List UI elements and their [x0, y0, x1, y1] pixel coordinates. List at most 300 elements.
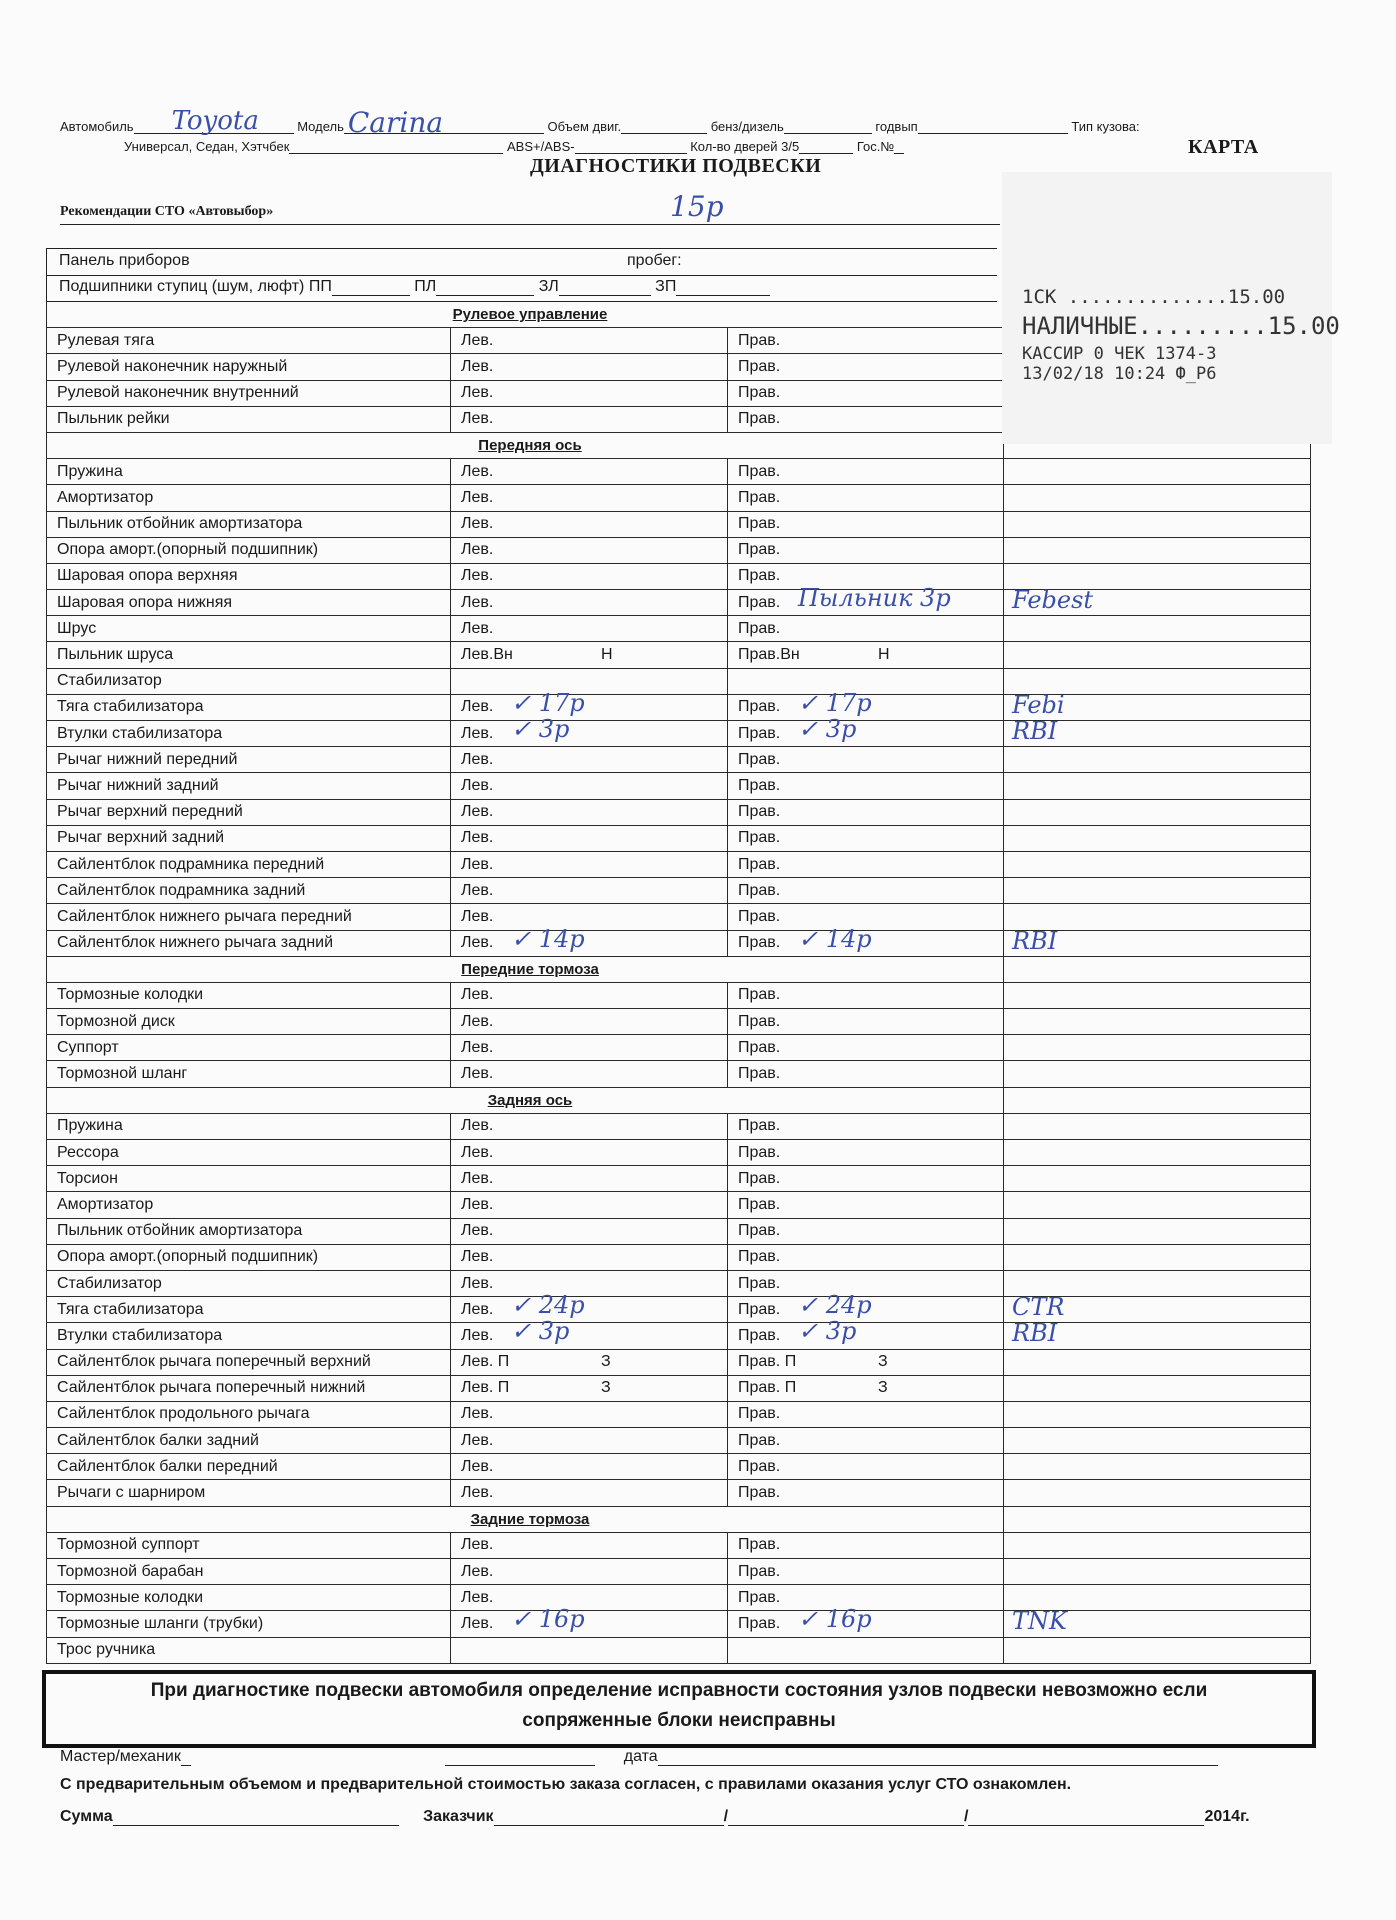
handwritten-right: ✓ 3р — [798, 715, 857, 743]
part-name: Тормозной диск — [47, 1009, 451, 1035]
left-cell — [451, 537, 728, 563]
right-cell — [728, 1009, 1004, 1035]
notes-cell — [1004, 586, 1311, 616]
notes-cell — [1004, 1009, 1311, 1035]
notice-line-1: При диагностике подвески автомобиля определение исправности состояния узлов подвески невозможно если — [150, 1680, 1208, 1701]
part-name: Рулевой наконечник внутренний — [47, 380, 451, 406]
notes-cell — [1004, 1113, 1311, 1139]
notes-cell — [1004, 1375, 1311, 1401]
part-name: Опора аморт.(опорный подшипник) — [47, 537, 451, 563]
right-cell — [728, 688, 1004, 720]
right-label: Прав. — [738, 331, 781, 349]
left-label: Лев. — [461, 750, 494, 768]
notes-cell — [1004, 537, 1311, 563]
table-row — [47, 1035, 1311, 1061]
right-label: Прав. — [738, 488, 781, 506]
right-cell — [728, 1113, 1004, 1139]
right-label: Прав. — [738, 1012, 781, 1030]
panel-row — [46, 248, 997, 276]
left-cell — [451, 1061, 728, 1087]
year-text: 2014г. — [1204, 1808, 1250, 1825]
right-label: Прав. — [738, 1326, 781, 1344]
left-label: Лев. — [461, 855, 494, 873]
right-label: Прав. — [738, 724, 781, 742]
left-label: Лев. — [461, 1038, 494, 1056]
notes-cell — [1004, 825, 1311, 851]
right-cell — [728, 406, 1004, 432]
part-name: Суппорт — [47, 1035, 451, 1061]
table-row — [47, 1532, 1311, 1558]
header-line-1 — [60, 106, 1140, 139]
table-row — [47, 563, 1311, 589]
model-label: Модель — [297, 119, 344, 134]
left-cell — [451, 511, 728, 537]
section-title: Рулевое управление — [47, 302, 1004, 328]
right-label: Прав. — [738, 776, 781, 794]
notes-cell — [1004, 1244, 1311, 1270]
table-row — [47, 459, 1311, 485]
right-cell — [728, 328, 1004, 354]
table-row — [47, 1323, 1311, 1349]
notice-line-2: сопряженные блоки неисправны — [522, 1710, 836, 1731]
part-name: Тяга стабилизатора — [47, 694, 451, 720]
left-cell — [451, 328, 728, 354]
handwritten-right: ✓ 14р — [798, 924, 872, 953]
left-cell — [451, 1637, 728, 1663]
left-cell — [451, 904, 728, 930]
section-header — [47, 956, 1311, 982]
left-label: Лев. — [461, 1536, 494, 1554]
notes-cell — [1004, 878, 1311, 904]
notes-cell — [1004, 717, 1311, 747]
left-label: Лев.Вн — [461, 646, 513, 664]
recommend-row — [60, 190, 1000, 225]
notes-cell — [1004, 1454, 1311, 1480]
left-label: Лев. — [461, 1065, 494, 1083]
right-cell — [728, 747, 1004, 773]
table-row — [47, 1585, 1311, 1611]
right-label: Прав. — [738, 1117, 781, 1135]
left-label: Лев. — [461, 1195, 494, 1213]
notes-cell — [1004, 956, 1311, 982]
left-label: Лев. — [461, 829, 494, 847]
bearings-row — [46, 275, 997, 302]
section-title: Задняя ось — [47, 1087, 1004, 1113]
part-name: Рычаг нижний задний — [47, 773, 451, 799]
table-row — [47, 1166, 1311, 1192]
part-name: Тормозные колодки — [47, 982, 451, 1008]
part-name: Пружина — [47, 1113, 451, 1139]
left-label: Лев. — [461, 1588, 494, 1606]
right-cell — [728, 1192, 1004, 1218]
table-row — [47, 982, 1311, 1008]
table-row — [47, 1244, 1311, 1270]
left-label: Лев. — [461, 567, 494, 585]
left-cell — [451, 1375, 728, 1401]
right-label: Прав. — [738, 1562, 781, 1580]
left-cell — [451, 406, 728, 432]
table-row — [47, 485, 1311, 511]
right-label: Прав. — [738, 1300, 781, 1318]
right-cell — [728, 1035, 1004, 1061]
left-cell — [451, 354, 728, 380]
left-cell — [451, 1532, 728, 1558]
left-cell — [451, 1113, 728, 1139]
right-cell — [728, 878, 1004, 904]
master-label: Мастер/механик — [60, 1748, 181, 1765]
zp-label: ЗП — [655, 278, 677, 295]
right-label: Прав. П — [738, 1353, 797, 1371]
part-name: Тяга стабилизатора — [47, 1297, 451, 1323]
left-cell — [451, 668, 728, 694]
table-row — [47, 904, 1311, 930]
page-title: ДИАГНОСТИКИ ПОДВЕСКИ — [530, 155, 822, 177]
right-label: Прав. — [738, 1536, 781, 1554]
table-row — [47, 642, 1311, 668]
table-row — [47, 1611, 1311, 1637]
section-title: Задние тормоза — [47, 1506, 1004, 1532]
handwritten-brand: TNK — [1012, 1607, 1067, 1636]
zl-label: ЗЛ — [538, 278, 559, 295]
doors-label: Кол-во дверей 3/5 — [690, 139, 800, 154]
notes-cell — [1004, 1506, 1311, 1532]
handwritten-left: ✓ 24р — [511, 1291, 585, 1320]
right-cell — [728, 537, 1004, 563]
left-label: Лев. — [461, 724, 494, 742]
engine-label: Объем двиг. — [547, 119, 622, 134]
left-label: Лев. — [461, 803, 494, 821]
notes-cell — [1004, 851, 1311, 877]
sign-row: Сумма Заказчик / / 2014г. — [60, 1808, 1250, 1825]
handwritten-left: ✓ 3р — [511, 715, 570, 743]
right-label: Прав. — [738, 593, 781, 611]
part-name: Торсион — [47, 1166, 451, 1192]
right-cell — [728, 616, 1004, 642]
left-cell — [451, 1218, 728, 1244]
table-row — [47, 1349, 1311, 1375]
left-label: Лев. — [461, 331, 494, 349]
left-label: Лев. — [461, 1248, 494, 1266]
right-cell — [728, 1454, 1004, 1480]
table-row — [47, 1113, 1311, 1139]
right-label: Прав. — [738, 1457, 781, 1475]
right-label: Прав. — [738, 986, 781, 1004]
left-cell — [451, 799, 728, 825]
right-label: Прав. — [738, 1274, 781, 1292]
right-label: Прав. — [738, 1065, 781, 1083]
left-cell — [451, 1317, 728, 1349]
model-field — [344, 106, 544, 139]
table-row — [47, 1454, 1311, 1480]
left-label: Лев. — [461, 1326, 494, 1344]
table-row — [47, 878, 1311, 904]
left-label: Лев. — [461, 698, 494, 716]
date-label: дата — [623, 1748, 658, 1765]
right-cell — [728, 1218, 1004, 1244]
right-cell — [728, 1349, 1004, 1375]
left-cell — [451, 642, 728, 668]
notes-cell — [1004, 1087, 1311, 1113]
left-label: Лев. — [461, 1300, 494, 1318]
left-cell — [451, 1585, 728, 1611]
bearings-label: Подшипники ступиц (шум, люфт) — [59, 278, 305, 295]
left-cell — [451, 1270, 728, 1296]
notes-cell — [1004, 747, 1311, 773]
auto-value: Toyota — [171, 106, 259, 136]
notice-box — [42, 1670, 1316, 1748]
table-row — [47, 851, 1311, 877]
left-label: Лев. — [461, 593, 494, 611]
left-cell — [451, 851, 728, 877]
plate-label: Гос.№ — [856, 139, 895, 154]
right-label: Прав. — [738, 1038, 781, 1056]
right-extra: Н — [878, 646, 890, 664]
panel-label: Панель приборов — [59, 252, 190, 269]
notes-cell — [1004, 459, 1311, 485]
right-cell — [728, 1375, 1004, 1401]
part-name: Втулки стабилизатора — [47, 1323, 451, 1349]
right-label: Прав. — [738, 1222, 781, 1240]
handwritten-brand: Febi — [1012, 690, 1065, 719]
handwritten-left: ✓ 17р — [511, 688, 585, 717]
section-title: Передние тормоза — [47, 956, 1004, 982]
recommend-label: Рекомендации СТО «Автовыбор» — [60, 204, 274, 219]
left-cell — [451, 1192, 728, 1218]
right-extra: З — [878, 1353, 888, 1371]
body-types: Универсал, Седан, Хэтчбек — [124, 139, 290, 154]
part-name: Тормозной барабан — [47, 1559, 451, 1585]
part-name: Сайлентблок нижнего рычага передний — [47, 904, 451, 930]
right-label: Прав. — [738, 934, 781, 952]
left-cell — [451, 1480, 728, 1506]
master-row — [60, 1748, 1218, 1766]
table-row — [47, 1559, 1311, 1585]
right-label: Прав. — [738, 1195, 781, 1213]
right-cell — [728, 511, 1004, 537]
left-cell — [451, 878, 728, 904]
part-name: Пыльник шруса — [47, 642, 451, 668]
part-name: Рулевая тяга — [47, 328, 451, 354]
part-name: Стабилизатор — [47, 1270, 451, 1296]
right-label: Прав. — [738, 1484, 781, 1502]
table-row — [47, 1297, 1311, 1323]
right-cell — [728, 1605, 1004, 1637]
notes-cell — [1004, 1607, 1311, 1637]
left-label: Лев. — [461, 881, 494, 899]
part-name: Стабилизатор — [47, 668, 451, 694]
handwritten-brand: RBI — [1012, 717, 1058, 745]
part-name: Опора аморт.(опорный подшипник) — [47, 1244, 451, 1270]
part-name: Рычаг нижний передний — [47, 747, 451, 773]
agreement-text: С предварительным объемом и предварительной стоимостью заказа согласен, с правилами оказания услуг СТО ознакомлен. — [60, 1776, 1072, 1793]
section-header — [47, 1506, 1311, 1532]
right-cell — [728, 1291, 1004, 1323]
sum-label: Сумма — [60, 1808, 113, 1825]
right-cell — [728, 459, 1004, 485]
left-cell — [451, 1009, 728, 1035]
right-label: Прав. — [738, 1248, 781, 1266]
right-label: Прав. — [738, 357, 781, 375]
right-label: Прав. П — [738, 1379, 797, 1397]
receipt-line-3: КАССИР 0 ЧЕК 1374-3 — [1022, 344, 1217, 364]
right-label: Прав. — [738, 829, 781, 847]
left-cell — [451, 1244, 728, 1270]
right-cell — [728, 715, 1004, 747]
header-line-2 — [124, 138, 904, 154]
right-cell — [728, 773, 1004, 799]
notes-cell — [1004, 1319, 1311, 1349]
notes-cell — [1004, 1637, 1311, 1663]
left-cell — [451, 924, 728, 956]
customer-label: Заказчик — [423, 1808, 494, 1825]
handwritten-right: ✓ 17р — [798, 688, 872, 717]
left-label: Лев. — [461, 1431, 494, 1449]
handwritten-right: ✓ 16р — [798, 1605, 872, 1634]
right-cell — [728, 799, 1004, 825]
left-label: Лев. — [461, 357, 494, 375]
notes-cell — [1004, 1061, 1311, 1087]
right-label: Прав.Вн — [738, 646, 800, 664]
right-label: Прав. — [738, 698, 781, 716]
right-label: Прав. — [738, 567, 781, 585]
part-name: Сайлентблок балки передний — [47, 1454, 451, 1480]
left-label: Лев. — [461, 1484, 494, 1502]
left-cell — [451, 825, 728, 851]
abs-label: ABS+/ABS- — [507, 139, 575, 154]
diagnostics-table — [46, 302, 1311, 1664]
right-cell — [728, 1061, 1004, 1087]
table-row — [47, 930, 1311, 956]
notes-cell — [1004, 1192, 1311, 1218]
handwritten-right: ✓ 24р — [798, 1291, 872, 1320]
table-row — [47, 825, 1311, 851]
table-row — [47, 511, 1311, 537]
part-name: Тормозной суппорт — [47, 1532, 451, 1558]
auto-label: Автомобиль — [60, 119, 134, 134]
left-label: Лев. — [461, 1405, 494, 1423]
left-label: Лев. П — [461, 1353, 510, 1371]
table-row — [47, 721, 1311, 747]
right-label: Прав. — [738, 619, 781, 637]
right-label: Прав. — [738, 881, 781, 899]
notes-cell — [1004, 1035, 1311, 1061]
left-label: Лев. — [461, 1562, 494, 1580]
left-cell — [451, 380, 728, 406]
notes-cell — [1004, 485, 1311, 511]
left-cell — [451, 1401, 728, 1427]
left-label: Лев. П — [461, 1379, 510, 1397]
right-cell — [728, 825, 1004, 851]
left-label: Лев. — [461, 1012, 494, 1030]
left-cell — [451, 459, 728, 485]
part-name: Сайлентблок рычага поперечный нижний — [47, 1375, 451, 1401]
part-name: Сайлентблок нижнего рычага задний — [47, 930, 451, 956]
right-label: Прав. — [738, 384, 781, 402]
notes-cell — [1004, 1428, 1311, 1454]
auto-field — [134, 106, 294, 136]
table-row — [47, 590, 1311, 616]
right-cell — [728, 1428, 1004, 1454]
right-cell — [728, 851, 1004, 877]
notes-cell — [1004, 1559, 1311, 1585]
model-value: Carina — [347, 106, 444, 139]
right-cell — [728, 1140, 1004, 1166]
table-row — [47, 668, 1311, 694]
left-cell — [451, 485, 728, 511]
left-label: Лев. — [461, 410, 494, 428]
left-label: Лев. — [461, 907, 494, 925]
left-cell — [451, 1035, 728, 1061]
left-label: Лев. — [461, 619, 494, 637]
part-name: Тормозные колодки — [47, 1585, 451, 1611]
right-cell — [728, 1559, 1004, 1585]
left-cell — [451, 616, 728, 642]
left-cell — [451, 563, 728, 589]
left-label: Лев. — [461, 776, 494, 794]
left-cell — [451, 1140, 728, 1166]
right-label: Прав. — [738, 907, 781, 925]
receipt-line-1: 1СК ..............15.00 — [1022, 286, 1286, 308]
receipt — [1002, 172, 1340, 444]
right-label: Прав. — [738, 803, 781, 821]
part-name: Амортизатор — [47, 485, 451, 511]
left-label: Лев. — [461, 541, 494, 559]
part-name: Сайлентблок балки задний — [47, 1428, 451, 1454]
right-cell — [728, 354, 1004, 380]
right-cell — [728, 982, 1004, 1008]
notes-cell — [1004, 926, 1311, 956]
right-label: Прав. — [738, 1431, 781, 1449]
part-name: Рычаг верхний передний — [47, 799, 451, 825]
left-label: Лев. — [461, 515, 494, 533]
notes-cell — [1004, 1140, 1311, 1166]
left-cell — [451, 1349, 728, 1375]
left-extra: Н — [601, 646, 613, 664]
handwritten-brand: RBI — [1012, 926, 1058, 955]
table-row — [47, 1401, 1311, 1427]
notes-cell — [1004, 642, 1311, 668]
left-cell — [451, 1291, 728, 1323]
right-label: Прав. — [738, 515, 781, 533]
right-label: Прав. — [738, 410, 781, 428]
notes-cell — [1004, 1218, 1311, 1244]
table-row — [47, 1375, 1311, 1401]
handwritten-left: ✓ 16р — [511, 1605, 585, 1634]
right-cell — [728, 1317, 1004, 1349]
handwritten-right: ✓ 3р — [798, 1317, 857, 1346]
part-name: Шаровая опора нижняя — [47, 590, 451, 616]
left-label: Лев. — [461, 462, 494, 480]
left-label: Лев. — [461, 384, 494, 402]
left-cell — [451, 590, 728, 616]
pp-label: ПП — [308, 278, 332, 295]
table-row — [47, 537, 1311, 563]
table-row — [47, 1480, 1311, 1506]
left-cell — [451, 715, 728, 747]
part-name: Амортизатор — [47, 1192, 451, 1218]
left-label: Лев. — [461, 1222, 494, 1240]
right-cell — [728, 1532, 1004, 1558]
section-header — [47, 1087, 1311, 1113]
left-cell — [451, 982, 728, 1008]
part-name: Тормозные шланги (трубки) — [47, 1611, 451, 1637]
right-cell — [728, 1244, 1004, 1270]
right-cell — [728, 642, 1004, 668]
receipt-line-4: 13/02/18 10:24 Ф_Р6 — [1022, 364, 1217, 384]
left-cell — [451, 1166, 728, 1192]
part-name: Пыльник отбойник амортизатора — [47, 1218, 451, 1244]
notes-cell — [1004, 1349, 1311, 1375]
